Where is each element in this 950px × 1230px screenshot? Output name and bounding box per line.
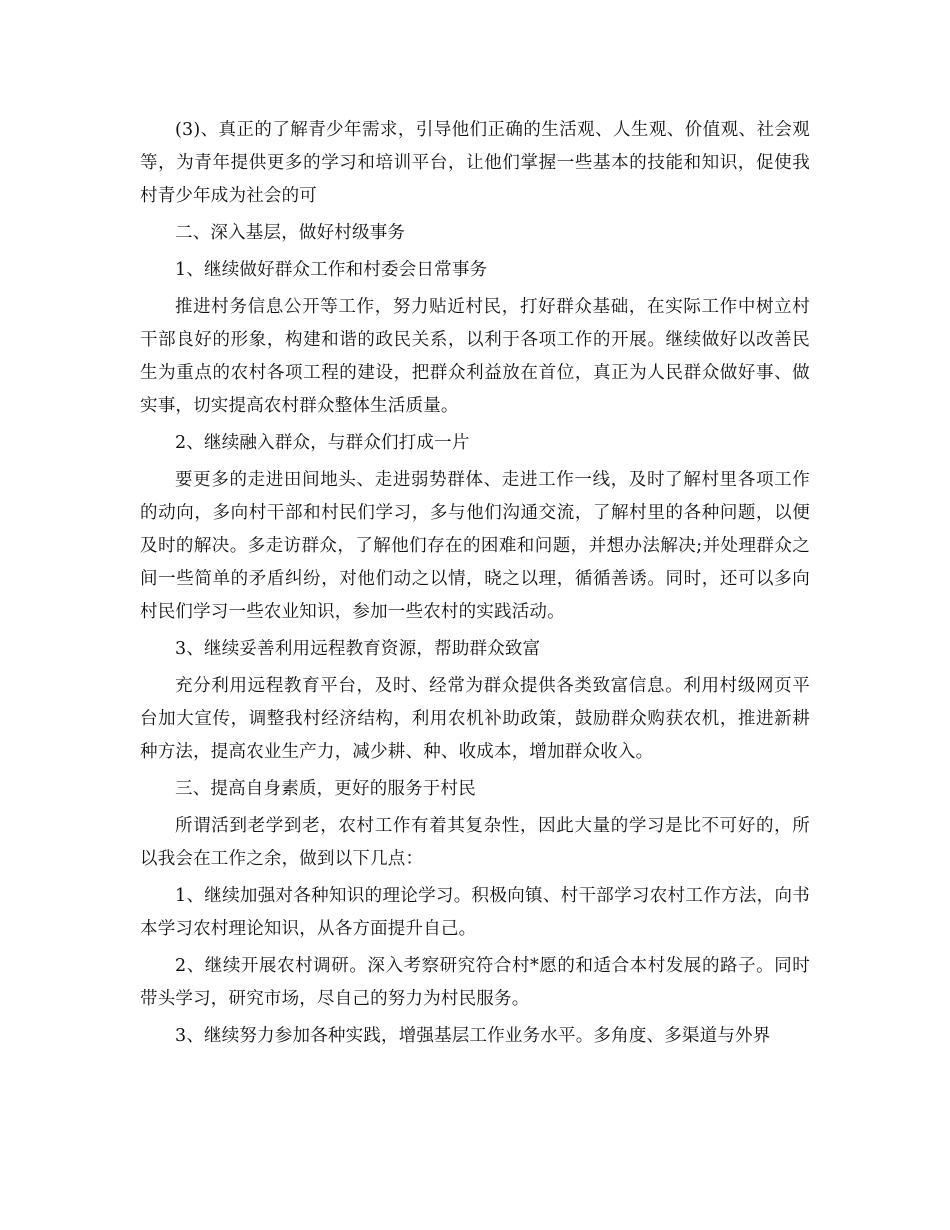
paragraph: (3)、真正的了解青少年需求，引导他们正确的生活观、人生观、价值观、社会观等，为青年提供更多的学习和培训平台，让他们掌握一些基本的技能和知识，促使我村青少年成为社会的可: [140, 120, 810, 206]
document-body: [140, 114, 810, 1057]
paragraph: 充分利用远程教育平台，及时、经常为群众提供各类致富信息。利用村级网页平台加大宣传，调整我村经济结构，利用农机补助政策，鼓励群众购获农机，推进新耕种方法，提高农业生产力，减少耕、种、收成本，增加群众收入。: [140, 676, 810, 762]
subsection-heading: 1、继续做好群众工作和村委会日常事务: [175, 260, 488, 280]
paragraph: 所谓活到老学到老，农村工作有着其复杂性，因此大量的学习是比不可好的，所以我会在工作之余，做到以下几点：: [140, 816, 810, 869]
paragraph: 推进村务信息公开等工作，努力贴近村民，打好群众基础，在实际工作中树立村干部良好的形象，构建和谐的政民关系，以利于各项工作的开展。继续做好以改善民生为重点的农村各项工程的建设，把群众利益放在首位，真正为人民群众做好事、做实事，切实提高农村群众整体生活质量。: [140, 297, 810, 416]
section-heading: 二、深入基层，做好村级事务: [175, 223, 406, 243]
list-item: 3、继续努力参加各种实践，增强基层工作业务水平。多角度、多渠道与外界: [175, 1026, 771, 1046]
subsection-heading: 3、继续妥善利用远程教育资源，帮助群众致富: [175, 639, 541, 659]
list-item: 1、继续加强对各种知识的理论学习。积极向镇、村干部学习农村工作方法，向书本学习农村理论知识，从各方面提升自己。: [140, 886, 810, 939]
section-heading: 三、提高自身素质，更好的服务于村民: [175, 779, 476, 799]
list-item: 2、继续开展农村调研。深入考察研究符合村*愿的和适合本村发展的路子。同时带头学习，研究市场，尽自己的努力为村民服务。: [140, 956, 810, 1009]
subsection-heading: 2、继续融入群众，与群众们打成一片: [175, 433, 470, 453]
paragraph: 要更多的走进田间地头、走进弱势群体、走进工作一线，及时了解村里各项工作的动向，多向村干部和村民们学习，多与他们沟通交流，了解村里的各种问题，以便及时的解决。多走访群众，了解他们存在的困难和问题，并想办法解决;并处理群众之间一些简单的矛盾纠纷，对他们动之以情，晓之以理，循循善诱。同时，还可以多向村民们学习一些农业知识，参加一些农村的实践活动。: [140, 470, 810, 622]
